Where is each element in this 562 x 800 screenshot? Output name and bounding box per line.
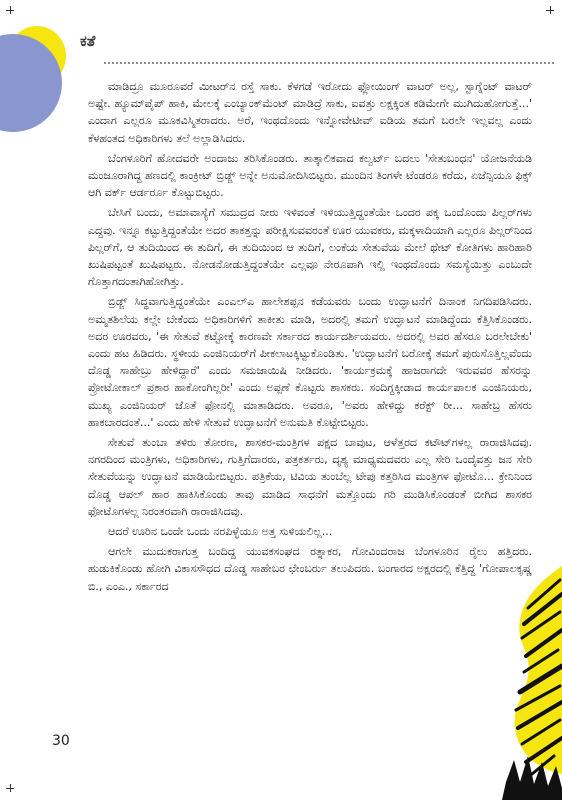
- page-number: 30: [52, 733, 70, 749]
- crop-mark-top-left: [6, 6, 16, 16]
- paragraph: ಬೆಂಗಳೂರಿಗೆ ಹೋದವರೇ ಅಂದಾಜು ತರಿಸಿಕೊಂಡರು. ತಾತ್ಕಾಲಿಕವಾದ ಕಲ್ವರ್ಟ್ ಬದಲು 'ಸೇತುಬಂಧನ' ಯೋಜನೆಯಡಿ ಮಂಜೂರಾಗಿದ್ದ ಹಣದಲ್ಲಿ ಕಾಂಕ್ರೀಟ್ ಬ್ರಿಡ್ಜ್ ಅನ್ನೇ ಅನುಮೋದಿಸಿಬಿಟ್ಟರು. ಮುಂದಿನ ತಿಂಗಳೇ ಟೆಂಡರೂ ಕರೆದು, ಏಜೆನ್ಸಿಯೂ ಫಿಕ್ಸ್ ಆಗಿ ವರ್ಕ್ ಆರ್ಡರ್ರೂ ಕೊಟ್ಟುಬಿಟ್ಟರು.: [88, 151, 532, 200]
- paragraph: ಮಾಡಿದ್ರೂ ಮೂರೂವರೆ ಮೀಟರ್‌ನ ರಸ್ತೆ ಸಾಕು. ಕೆಳಗಡೆ ಇರೋದು ಫ್ಲೋಯಿಂಗ್ ವಾಟರ್ ಅಲ್ಲ, ಸ್ಟಾಗ್ನೆಂಟ್ ವಾಟರ್ ಅಷ್ಟೇ. ಹ್ಯೂಮ್‌ಪೈಪ್ ಹಾಕಿ, ಮೇಲಕ್ಕೆ ಎಂಬ್ಯಾಂಕ್‌ಮೆಂಟ್ ಮಾಡಿದ್ರೆ ಸಾಕು, ಐವತ್ತು ಲಕ್ಷಕ್ಕಿಂತ ಕಡಿಮೇಗೇ ಮುಗಿದುಹೋಗುತ್ತೆ...' ಎಂದಾಗ ಎಲ್ಲರೂ ಮೂಕವಿಸ್ಮಿತರಾದರು. ಅರೆ, ಇಂಥದೊಂದು ಇನ್ನೋವೇಟೀವ್ ಐಡಿಯ ತಮಗೆ ಬರಲೇ ಇಲ್ಲವಲ್ಲ ಎಂದು ಕೆಳಹಂತದ ಅಧಿಕಾರಿಗಳು ತಲೆ ಅಲ್ಲಾಡಿಸಿದರು.: [88, 80, 532, 145]
- crop-mark-top-right: [546, 6, 556, 16]
- story-body: [88, 78, 532, 598]
- header-dotted-rule: [104, 62, 554, 64]
- paragraph: ಆಗಲೇ ಮುದುಕರಾಗುತ್ತ ಬಂದಿದ್ದ ಯುವಕಸಂಘದ ರತ್ನಾಕರ, ಗೋವಿಂದರಾಜ ಬೆಂಗಳೂರಿನ ರೈಲು ಹತ್ತಿದರು. ಹುಡುಕಿಕೊಂಡು ಹೋಗಿ ವಿಕಾಸಸೌಧದ ದೊಡ್ಡ ಸಾಹೇಬರ ಛೇಂಬರ್ರು ತಲುಪಿದರು. ಬಂಗಾರದ ಅಕ್ಷರದಲ್ಲಿ ಕೆತ್ತಿದ್ದ 'ಗೋಪಾಲಕೃಷ್ಣ ಬಿ., ಎಂಎ., ಸರ್ಕಾರದ: [88, 545, 532, 593]
- paragraph: ಬೇಸಿಗೆ ಬಂದು, ಅಮಾವಾಸ್ಯೆಗೆ ಸಮುದ್ರದ ನೀರು ಇಳಿವಂತೆ ಇಳಿಯುತ್ತಿದ್ದಂತೆಯೇ ಒಂದರ ಪಕ್ಕ ಒಂದೊಂದು ಪಿಲ್ಲರ್‌ಗಳು ಎದ್ದವು. ಇನ್ನೂ ಕಟ್ಟುತ್ತಿದ್ದಂತೆಯೇ ಅದರ ತಾಕತ್ತನ್ನು ಪರೀಕ್ಷಿಸುವವರಂತೆ ಊರ ಯುವಕರು, ಮಕ್ಕಳಾದಿಯಾಗಿ ಎಲ್ಲರೂ ಪಿಲ್ಲರ್‌ನಿಂದ ಪಿಲ್ಲರ್‌ಗೆ, ಆ ತುದಿಯಿಂದ ಈ ತುದಿಗೆ, ಈ ತುದಿಯಿಂದ ಆ ತುದಿಗೆ, ಲಂಕೆಯ ಸೇತುವೆಯ ಮೇಲೆ ಥೇಟ್ ಕೋತಿಗಳು ಹಾರಿಹಾರಿ ಖುಷಿಪಟ್ಟಂತೆ ಖುಷಿಪಟ್ಟರು. ನೋಡನೋಡುತ್ತಿದ್ದಂತೆಯೇ ಎಲ್ಲವೂ ನೇರೂಪಾಗಿ ಇಲ್ಲಿ ಇಂಥದೊಂದು ಸಮಸ್ಯೆಯಿತ್ತು ಎಂಬುದೇ ಗೊತ್ತಾಗದಂತಾಗಿಹೋಗಿತ್ತು.: [88, 206, 532, 289]
- paragraph: ಸೇತುವೆ ತುಂಬಾ ತಳಿರು ತೋರಣ, ಶಾಸಕರ-ಮಂತ್ರಿಗಳ ಪಕ್ಷದ ಬಾವುಟ, ಆಳೆತ್ತರದ ಕಟೌಟ್‌ಗಳಲ್ಲ ರಾರಾಜಿಸಿದವು. ನಗರದಿಂದ ಮಂತ್ರಿಗಳು, ಅಧಿಕಾರಿಗಳು, ಗುತ್ತಿಗೆದಾರರು, ಪತ್ರಕರ್ತರು, ದೃಶ್ಯ ಮಾಧ್ಯಮದವರು ಎಲ್ಲ ಸೇರಿ ಒಂದೈವತ್ತು ಜನ ಸೇರಿ ಸೇತುವೆಯನ್ನು ಉದ್ಘಾಟನೆ ಮಾಡಿಯೇಬಿಟ್ಟರು. ಪತ್ರಿಕೆಯ, ಟಿವಿಯ ತುಂಬೆಲ್ಲ ಟೇಪು ಕತ್ತರಿಸಿದ ಮಂತ್ರಿಗಳ ಫೋಟೊ... ಕ್ರೇನಿನಿಂದ ದೊಡ್ಡ ಆಪಲ್ ಹಾರ ಹಾಕಿಸಿಕೊಂಡು ತಾವು ಮಾಡಿದ ಸಾಧನೆಗೆ ಮತ್ತೊಂದು ಗರಿ ಮುಡಿಸಿಕೊಂಡಂತೆ ಬೀಗಿದ ಶಾಸಕರ ಫೋಟೊಗಳಲ್ಲ ನಿರಂತರವಾಗಿ ರಾರಾಜಿಸಿದವು.: [88, 436, 532, 518]
- paragraph: ಬ್ರಿಡ್ಜ್ ಸಿದ್ಧವಾಗುತ್ತಿದ್ದಂತೆಯೇ ಎಂಎಲ್‌ಎ ಹಾಲೇಶಪ್ಪನ ಕಡೆಯವರು ಬಂದು ಉದ್ಘಾಟನೆಗೆ ದಿನಾಂಕ ನಿಗದಿಪಡಿಸಿದರು. ಅಮ್ಮತಶಿಲೆಯ ಕಲ್ಲೇ ಬೇಕೆಂದು ಅಧಿಕಾರಿಗಳಿಗೆ ತಾಕೀತು ಮಾಡಿ, ಅದರಲ್ಲಿ ತಮಗೆ ಉದ್ಘಾಟನೆ ಮಾಡಿದ್ದೆಂದು ಕೆತ್ತಿಸಿಕೊಂಡರು. ಅದರ ಊರವರು, 'ಈ ಸೇತುವೆ ಕಟ್ಟೋಕ್ಕೆ ಕಾರಣವೇ ಸರ್ಕಾರದ ಕಾರ್ಯದರ್ಶಿಯವರು. ಅದರಲ್ಲಿ ಅವರ ಹೆಸರೂ ಬರಲೇಬೇಕು' ಎಂದು ಹಟ ಹಿಡಿದರು. ಸ್ಥಳೀಯ ಎಂಜಿನಿಯರ್‌ಗೆ ಪೀಕಲಾಟಕ್ಕಿಟ್ಟುಕೊಂಡಿತು. 'ಉದ್ಘಾಟನೆಗೆ ಬರೋಕ್ಕೆ ತಮಗೆ ಪುರುಸೊತ್ತಿಲ್ಲವೆಂದು ದೊಡ್ಡ ಸಾಹೇಬ್ರು ಹೇಳಿದ್ದಾರೆ' ಎಂದು ಸಮಜಾಯಿಷಿ ನೀಡಿದರು. 'ಕಾರ್ಯಕ್ರಮಕ್ಕೆ ಹಾಜರಾಗದೇ ಇರುವವರ ಹೆಸರನ್ನು ಪ್ರೋಟೋಕಾಲ್ ಪ್ರಕಾರ ಹಾಕೋಂಗಿಲ್ಲರೀ' ಎಂದು ಅಪ್ಪಣೆ ಕೊಟ್ಟರು ಶಾಸಕರು. ಸಂದಿಗ್ದಕ್ಕೀಡಾದ ಕಾರ್ಯಪಾಲಕ ಎಂಜಿನಿಯರು, ಮುಖ್ಯ ಎಂಜಿನಿಯರ್ ಜೊತೆ ಫೋನಲ್ಲಿ ಮಾತಾಡಿದರು. ಅವರೂ, 'ಅವರು ಹೇಳಿದ್ದು ಕರೆಕ್ಟ್ ರೀ... ಸಾಹೇಬ್ರ ಹೆಸರು ಹಾಕಬಾರದಂತೆ...' ಎಂದು ಹೇಳಿ ಸೇತುವೆ ಉದ್ಘಾಟನೆಗೆ ಅನುಮತಿ ಕೊಟ್ಟೇಬಿಟ್ಟರು.: [88, 295, 532, 429]
- crop-mark-bottom-left: [6, 784, 16, 794]
- section-title: ಕತೆ: [80, 32, 96, 50]
- decorative-brush-illustration: [502, 560, 562, 800]
- paragraph: ಆದರೆ ಊರಿನ ಒಂದೇ ಒಂದು ನರಪಿಳ್ಳೆಯೂ ಅತ್ತ ಸುಳಿಯಲಿಲ್ಲ...: [108, 525, 333, 539]
